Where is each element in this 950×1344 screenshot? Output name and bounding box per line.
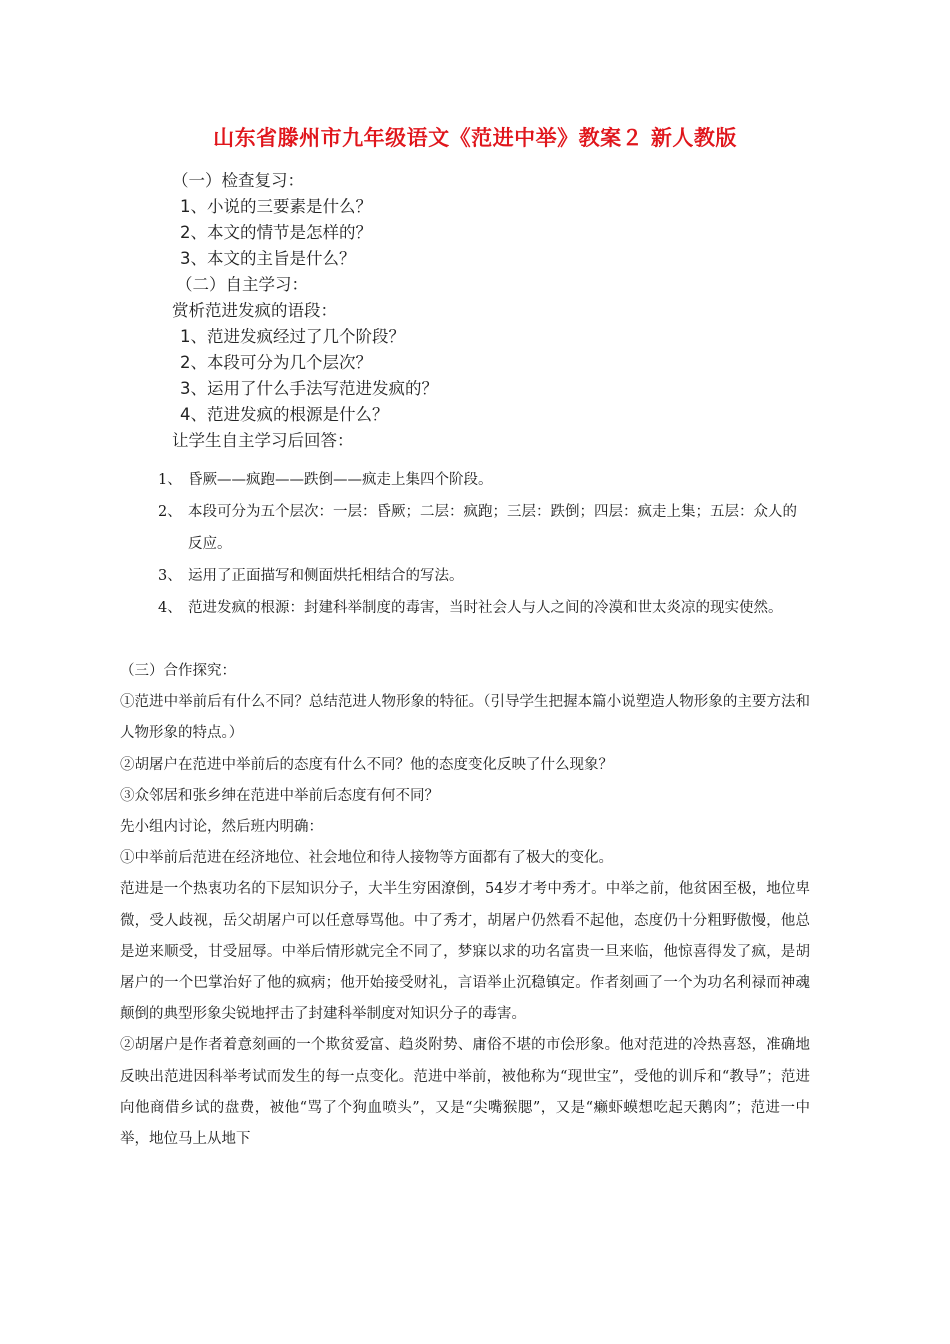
study-instruction: 让学生自主学习后回答：	[172, 431, 354, 450]
answer-text: 范进发疯的根源：封建科举制度的毒害，当时社会人与人之间的冷漠和世太炎凉的现实使然。	[188, 600, 783, 616]
answers-list	[158, 464, 808, 624]
answer-item	[158, 592, 808, 624]
answer-item	[158, 496, 808, 560]
answer-text: 运用了正面描写和侧面烘托相结合的写法。	[188, 568, 464, 584]
section3-heading: （三）合作探究：	[120, 663, 236, 679]
answer-number: 4、	[158, 600, 182, 616]
inquiry-answer-paragraph: ②胡屠户是作者着意刻画的一个欺贫爱富、趋炎附势、庸俗不堪的市侩形象。他对范进的冷热喜怒，准确地反映出范进因科举考试而发生的每一点变化。范进中举前，被他称为“现世宝”，受他的训斥和“教导”；范进向他商借乡试的盘费，被他“骂了个狗血喷头”，又是“尖嘴猴腮”，又是“癞虾蟆想吃起天鹅肉”；范进一中举，地位马上从地下	[120, 1037, 810, 1148]
review-question: 1、小说的三要素是什么？	[180, 197, 372, 216]
document-title: 山东省滕州市九年级语文《范进中举》教案２ 新人教版	[213, 126, 737, 150]
study-question: 3、运用了什么手法写范进发疯的？	[180, 379, 438, 398]
answer-number: 1、	[158, 472, 182, 488]
discussion-instruction: 先小组内讨论，然后班内明确：	[120, 819, 323, 836]
inquiry-answer: ①中举前后范进在经济地位、社会地位和待人接物等方面都有了极大的变化。	[120, 850, 613, 867]
answer-text: 昏厥——疯跑——跌倒——疯走上集四个阶段。	[188, 472, 493, 488]
review-question: 3、本文的主旨是什么？	[180, 249, 356, 268]
study-question: 1、范进发疯经过了几个阶段？	[180, 327, 405, 346]
cooperative-inquiry-section	[120, 656, 810, 1155]
review-questions-block	[172, 168, 532, 454]
study-question: 4、范进发疯的根源是什么？	[180, 405, 389, 424]
answer-number: 3、	[158, 568, 182, 584]
answer-number: 2、	[158, 504, 182, 520]
inquiry-question: ①范进中举前后有什么不同？总结范进人物形象的特征。（引导学生把握本篇小说塑造人物形象的主要方法和人物形象的特点。）	[120, 694, 810, 742]
section1-heading: （一）检查复习：	[172, 171, 304, 190]
inquiry-question: ③众邻居和张乡绅在范进中举前后态度有何不同？	[120, 787, 439, 804]
answer-item	[158, 464, 808, 496]
study-prompt: 赏析范进发疯的语段：	[172, 301, 337, 320]
answer-item	[158, 560, 808, 592]
inquiry-question: ②胡屠户在范进中举前后的态度有什么不同？他的态度变化反映了什么现象？	[120, 756, 613, 773]
inquiry-answer-paragraph: 范进是一个热衷功名的下层知识分子，大半生穷困潦倒，54岁才考中秀才。中举之前，他贫困至极，地位卑微，受人歧视，岳父胡屠户可以任意辱骂他。中了秀才，胡屠户仍然看不起他，态度仍十分粗野傲慢，他总是逆来顺受，甘受屈辱。中举后情形就完全不同了，梦寐以求的功名富贵一旦来临，他惊喜得发了疯，是胡屠户的一个巴掌治好了他的疯病；他开始接受财礼，言语举止沉稳镇定。作者刻画了一个为功名利禄而神魂颠倒的典型形象尖锐地抨击了封建科举制度对知识分子的毒害。	[120, 881, 810, 1023]
answer-text: 本段可分为五个层次：一层：昏厥；二层：疯跑；三层：跌倒；四层：疯走上集；五层：众人的反应。	[188, 504, 797, 552]
review-question: 2、本文的情节是怎样的？	[180, 223, 372, 242]
section2-heading: （二）自主学习：	[176, 275, 308, 294]
study-question: 2、本段可分为几个层次？	[180, 353, 372, 372]
